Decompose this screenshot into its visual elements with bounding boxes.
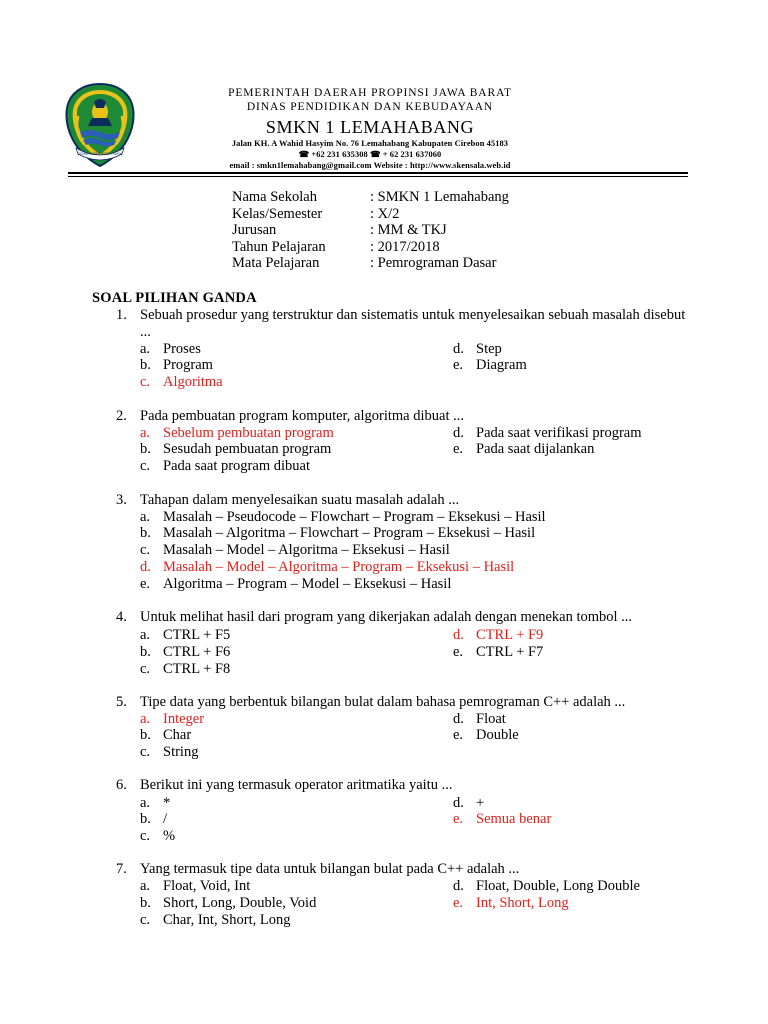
question-number: 5. <box>116 694 127 710</box>
school-address: Jalan KH. A Wahid Hasyim No. 76 Lemahabang Kabupaten Cirebon 45183 <box>231 139 509 148</box>
question-item <box>116 777 696 844</box>
option-item <box>140 441 331 458</box>
option-item <box>140 878 250 895</box>
question-number: 7. <box>116 861 127 877</box>
question-item <box>116 694 696 761</box>
option-text: CTRL + F8 <box>163 660 231 677</box>
option-letter: b. <box>140 524 151 541</box>
option-item <box>140 744 198 761</box>
option-letter: a. <box>140 508 151 525</box>
identity-value: : 2017/2018 <box>370 238 440 255</box>
option-item <box>453 644 543 661</box>
identity-key: Tahun Pelajaran <box>232 238 326 255</box>
question-item <box>116 609 696 676</box>
option-letter: a. <box>140 341 151 358</box>
option-text: Semua benar <box>476 810 552 827</box>
question-stem: Pada pembuatan program komputer, algoritma dibuat ... <box>140 408 464 424</box>
letterhead <box>200 86 540 171</box>
school-phone: ☎ +62 231 635308 ☎ + 62 231 637060 <box>298 150 442 159</box>
letterhead-divider-thin <box>68 176 688 177</box>
option-item-correct <box>453 811 551 828</box>
question-stem: Berikut ini yang termasuk operator aritmatika yaitu ... <box>140 777 453 793</box>
section-title: SOAL PILIHAN GANDA <box>92 290 257 306</box>
option-item <box>140 727 191 744</box>
option-text: Proses <box>163 341 201 358</box>
option-text: Pada saat verifikasi program <box>476 424 642 441</box>
option-item <box>140 525 535 542</box>
option-letter: d. <box>140 558 151 575</box>
identity-key: Kelas/Semester <box>232 205 323 222</box>
option-item <box>453 795 484 812</box>
west-java-emblem-logo <box>64 82 136 168</box>
option-letter: b. <box>140 726 151 743</box>
option-item <box>453 441 594 458</box>
question-item <box>116 492 696 593</box>
option-letter: e. <box>140 575 151 592</box>
exam-identity-table <box>232 189 509 272</box>
option-item <box>140 509 546 526</box>
option-item <box>140 912 291 929</box>
option-letter: c. <box>140 660 151 677</box>
question-number: 1. <box>116 307 127 323</box>
question-stem: Sebuah prosedur yang terstruktur dan sistematis untuk menyelesaikan sebuah masalah disebut ... <box>140 307 686 340</box>
option-item-correct <box>140 711 204 728</box>
identity-key: Mata Pelajaran <box>232 255 320 272</box>
option-item <box>140 357 213 374</box>
option-text: Float, Double, Long Double <box>476 877 640 894</box>
option-text: Diagram <box>476 357 527 374</box>
identity-key: Jurusan <box>232 222 277 239</box>
school-email-website: email : smkn1lemahabang@gmail.com Website : http://www.skensala.web.id <box>229 161 511 170</box>
question-stem: Tahapan dalam menyelesaikan suatu masalah adalah ... <box>140 492 460 508</box>
option-text: CTRL + F5 <box>163 626 231 643</box>
department-line: DINAS PENDIDIKAN DAN KEBUDAYAAN <box>246 101 494 113</box>
option-item <box>140 661 230 678</box>
identity-value: : X/2 <box>370 205 400 222</box>
option-text: Double <box>476 726 519 743</box>
option-item-correct <box>140 374 223 391</box>
option-letter: d. <box>453 424 464 441</box>
option-text: Float <box>476 710 506 727</box>
option-text: Pada saat program dibuat <box>163 457 310 474</box>
option-item <box>453 711 506 728</box>
option-text: % <box>163 827 176 844</box>
option-letter: b. <box>140 894 151 911</box>
option-item-correct <box>453 627 543 644</box>
option-letter: c. <box>140 457 151 474</box>
question-stem: Untuk melihat hasil dari program yang dikerjakan adalah dengan menekan tombol ... <box>140 609 633 625</box>
option-letter: e. <box>453 726 464 743</box>
option-item <box>453 357 527 374</box>
question-number: 6. <box>116 777 127 793</box>
option-text: Masalah – Model – Algoritma – Program – Eksekusi – Hasil <box>163 558 515 575</box>
question-item <box>116 861 696 928</box>
option-text: Sebelum pembuatan program <box>163 424 334 441</box>
option-letter: d. <box>453 710 464 727</box>
option-text: Sesudah pembuatan program <box>163 440 332 457</box>
option-text: Float, Void, Int <box>163 877 251 894</box>
identity-value: : MM & TKJ <box>370 222 447 239</box>
question-number: 3. <box>116 492 127 508</box>
option-letter: c. <box>140 827 151 844</box>
option-text: / <box>163 810 168 827</box>
identity-key: Nama Sekolah <box>232 189 317 205</box>
option-item <box>140 576 451 593</box>
identity-value: : Pemrograman Dasar <box>370 255 497 272</box>
option-item <box>453 341 502 358</box>
question-item <box>116 307 696 390</box>
option-letter: c. <box>140 374 151 391</box>
identity-row <box>232 255 509 272</box>
option-letter: a. <box>140 626 151 643</box>
option-letter: b. <box>140 357 151 374</box>
question-stem: Tipe data yang berbentuk bilangan bulat dalam bahasa pemrograman C++ adalah ... <box>140 694 626 710</box>
option-item <box>140 828 175 845</box>
option-text: Masalah – Model – Algoritma – Eksekusi – Hasil <box>163 541 450 558</box>
option-text: Char, Int, Short, Long <box>163 911 291 928</box>
school-name: SMKN 1 LEMAHABANG <box>265 117 475 137</box>
option-item <box>140 458 310 475</box>
option-text: Short, Long, Double, Void <box>163 894 317 911</box>
identity-row <box>232 189 509 206</box>
option-letter: a. <box>140 877 151 894</box>
option-item <box>453 727 519 744</box>
identity-row <box>232 222 509 239</box>
option-text: + <box>476 794 485 811</box>
option-letter: d. <box>453 341 464 358</box>
option-letter: a. <box>140 794 151 811</box>
option-letter: a. <box>140 710 151 727</box>
question-number: 4. <box>116 609 127 625</box>
option-text: Algoritma – Program – Model – Eksekusi – Hasil <box>163 575 452 592</box>
logo-motto-text: GEMAH RIPAH REPEH RAPIH <box>77 152 123 156</box>
option-letter: b. <box>140 643 151 660</box>
option-text: CTRL + F7 <box>476 643 544 660</box>
option-text: Step <box>476 341 502 358</box>
option-letter: e. <box>453 440 464 457</box>
option-item-correct <box>140 559 514 576</box>
option-letter: c. <box>140 743 151 760</box>
option-letter: e. <box>453 894 464 911</box>
option-text: CTRL + F6 <box>163 643 231 660</box>
option-letter: d. <box>453 794 464 811</box>
identity-row <box>232 206 509 223</box>
option-text: Int, Short, Long <box>476 894 569 911</box>
option-text: * <box>163 794 171 811</box>
option-letter: c. <box>140 541 151 558</box>
option-item <box>140 795 170 812</box>
option-item-correct <box>453 895 569 912</box>
option-item <box>140 644 230 661</box>
question-stem: Yang termasuk tipe data untuk bilangan bulat pada C++ adalah ... <box>140 861 520 877</box>
option-letter: e. <box>453 357 464 374</box>
question-number: 2. <box>116 408 127 424</box>
option-text: Char <box>163 726 192 743</box>
identity-row <box>232 239 509 256</box>
option-item <box>453 878 640 895</box>
option-letter: d. <box>453 626 464 643</box>
option-letter: e. <box>453 810 464 827</box>
option-text: String <box>163 743 199 760</box>
option-item-correct <box>140 425 334 442</box>
option-text: Masalah – Pseudocode – Flowchart – Program – Eksekusi – Hasil <box>163 508 546 525</box>
question-item <box>116 408 696 475</box>
identity-value: : SMKN 1 Lemahabang <box>370 189 509 205</box>
government-line: PEMERINTAH DAERAH PROPINSI JAWA BARAT <box>228 87 512 99</box>
option-item <box>140 341 201 358</box>
option-letter: a. <box>140 424 151 441</box>
option-item <box>453 425 641 442</box>
option-text: Masalah – Algoritma – Flowchart – Program – Eksekusi – Hasil <box>163 524 536 541</box>
option-item <box>140 895 316 912</box>
option-letter: b. <box>140 810 151 827</box>
letterhead-divider-thick <box>68 172 688 174</box>
option-text: Pada saat dijalankan <box>476 440 595 457</box>
option-letter: c. <box>140 911 151 928</box>
option-letter: b. <box>140 440 151 457</box>
option-item <box>140 542 450 559</box>
option-text: Integer <box>163 710 205 727</box>
option-letter: d. <box>453 877 464 894</box>
option-text: Program <box>163 357 213 374</box>
option-text: CTRL + F9 <box>476 626 544 643</box>
option-item <box>140 811 167 828</box>
option-text: Algoritma <box>163 374 223 391</box>
option-item <box>140 627 230 644</box>
option-letter: e. <box>453 643 464 660</box>
